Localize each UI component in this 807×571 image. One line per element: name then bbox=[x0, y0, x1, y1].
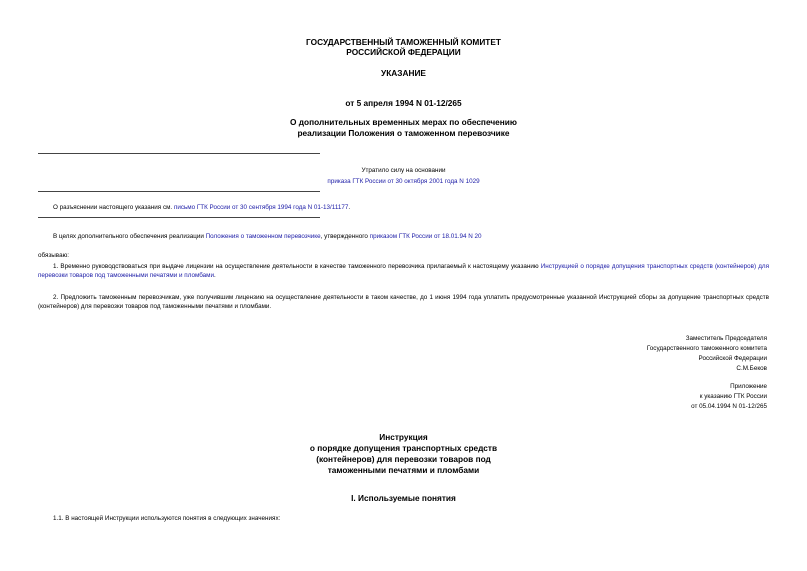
item-2: 2. Предложить таможенным перевозчикам, уже получившим лицензию на осуществление деятельности в таком качестве, до 1 июня 1994 года уплатить предусмотренные указанной Инструкцией сборы за допущение транспортных средств (контейнеров) для перевозки товаров под таможенными печатями и пломбами. bbox=[38, 294, 769, 310]
status-text: Утратило силу на основании bbox=[361, 167, 446, 174]
preamble-link-1[interactable]: Положения о таможенном перевозчике bbox=[205, 233, 321, 240]
clarification-link[interactable]: письмо ГТК России от 30 сентября 1994 года N 01-13/11177 bbox=[173, 204, 349, 211]
item-1-text: 1. Временно руководствоваться при выдаче лицензии на осуществление деятельности в качестве таможенного перевозчика прилагаемый к настоящему указанию bbox=[53, 263, 539, 270]
doc-title-line-2: реализации Положения о таможенном перевозчике bbox=[297, 128, 510, 138]
org-line-1: ГОСУДАРСТВЕННЫЙ ТАМОЖЕННЫЙ КОМИТЕТ bbox=[306, 37, 501, 47]
org-line-2: РОССИЙСКОЙ ФЕДЕРАЦИИ bbox=[346, 47, 461, 57]
item-1-suffix: . bbox=[214, 272, 216, 279]
status-link[interactable]: приказа ГТК России от 30 октября 2001 года N 1029 bbox=[327, 178, 480, 185]
signature-line-1: Заместитель Председателя bbox=[685, 335, 767, 342]
signature-line-3: Российской Федерации bbox=[698, 355, 767, 362]
appendix-line-3: от 05.04.1994 N 01-12/265 bbox=[691, 403, 767, 410]
section-paragraph: 1.1. В настоящей Инструкции используются понятия в следующих значениях: bbox=[53, 515, 281, 522]
instruction-title-3: (контейнеров) для перевозки товаров под bbox=[316, 454, 491, 464]
signature-name: С.М.Беков bbox=[736, 365, 767, 372]
section-heading: I. Используемые понятия bbox=[351, 493, 456, 503]
preamble-link-2[interactable]: приказом ГТК России от 18.01.94 N 20 bbox=[369, 233, 482, 240]
obliges-text: обязываю: bbox=[38, 252, 70, 259]
preamble-text-1: В целях дополнительного обеспечения реализации bbox=[53, 233, 204, 240]
preamble-text-2: , утвержденного bbox=[320, 233, 368, 240]
clarification-suffix: . bbox=[348, 204, 351, 211]
clarification-prefix: О разъяснении настоящего указания см. bbox=[53, 204, 173, 211]
signature-line-2: Государственного таможенного комитета bbox=[646, 345, 767, 352]
instruction-title-1: Инструкция bbox=[379, 432, 428, 442]
divider-rule bbox=[38, 217, 320, 218]
signature-block bbox=[647, 334, 767, 374]
divider-rule bbox=[38, 191, 320, 192]
appendix-line-1: Приложение bbox=[730, 383, 767, 390]
doc-type: УКАЗАНИЕ bbox=[381, 68, 426, 78]
instruction-title-2: о порядке допущения транспортных средств bbox=[309, 443, 498, 453]
appendix-block bbox=[691, 382, 767, 412]
item-1-link[interactable]: Инструкцией о порядке допущения транспортных средств (контейнеров) для перевозки товаров под таможенными печатями и пломбами bbox=[38, 263, 770, 279]
doc-title-line-1: О дополнительных временных мерах по обеспечению bbox=[290, 117, 517, 127]
appendix-line-2: к указанию ГТК России bbox=[699, 393, 767, 400]
instruction-title-4: таможенными печатями и пломбами bbox=[327, 465, 480, 475]
preamble bbox=[53, 232, 482, 241]
clarification-note bbox=[53, 203, 350, 212]
divider-rule bbox=[38, 153, 320, 154]
doc-date: от 5 апреля 1994 N 01-12/265 bbox=[345, 98, 462, 108]
item-1 bbox=[38, 262, 769, 280]
